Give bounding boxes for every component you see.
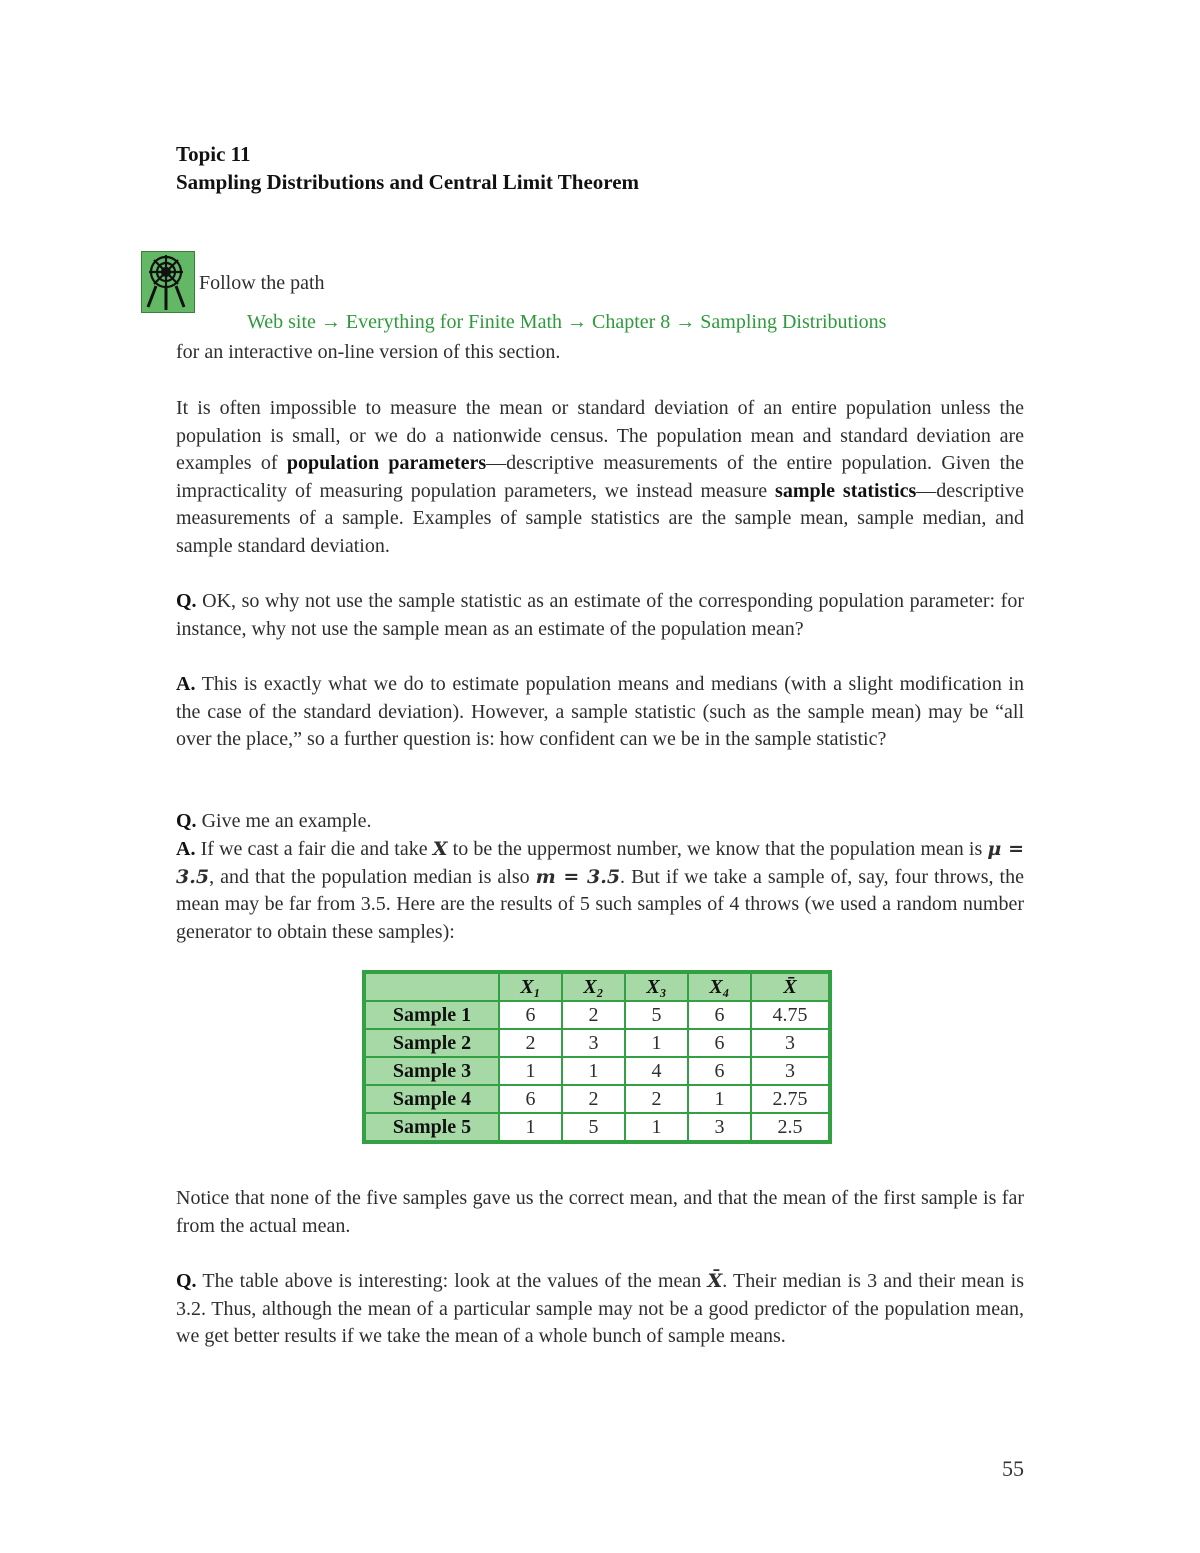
- table-cell: 1: [499, 1057, 562, 1085]
- question-2: [176, 808, 1024, 836]
- page-title: Sampling Distributions and Central Limit Theorem: [176, 170, 640, 194]
- intro-text-3: —descriptive measurements of a sample. Examples of sample statistics are the sample mean, sample median, and sample standard deviation.: [176, 479, 1024, 557]
- table-cell: 6: [499, 1085, 562, 1113]
- path-route-link[interactable]: Web site → Everything for Finite Math → Chapter 8 → Sampling Distributions: [247, 311, 887, 333]
- header-cell-x1: X₁: [499, 972, 562, 1001]
- question-3: [176, 1268, 1024, 1351]
- intro-paragraph: [176, 395, 1024, 560]
- table-cell-mean: 3: [751, 1057, 830, 1085]
- path-tail: for an interactive on-line version of this section.: [176, 341, 561, 363]
- table-cell: 6: [688, 1029, 751, 1057]
- population-median-expr: m = 3.5: [535, 865, 621, 888]
- table-row: [364, 1085, 830, 1113]
- question-1: [176, 588, 1024, 643]
- topic-number: Topic 11: [176, 142, 251, 166]
- table-row: [364, 1029, 830, 1057]
- answer-2-text-3: , and that the population median is also: [209, 865, 536, 888]
- question-3-text-1: The table above is interesting: look at the values of the mean: [196, 1270, 708, 1292]
- table-cell: 5: [625, 1001, 688, 1029]
- row-label: Sample 1: [364, 1001, 499, 1029]
- table-cell: 4: [625, 1057, 688, 1085]
- row-label: Sample 5: [364, 1113, 499, 1142]
- population-mean-expr: μ = 3.5: [176, 838, 1024, 888]
- answer-2-text-2: to be the uppermost number, we know that the population mean is: [447, 838, 988, 860]
- question-1-text: OK, so why not use the sample statistic as an estimate of the corresponding population parameter: for instance, why not use the sample mean as an estimate of the population mean?: [176, 590, 1024, 640]
- a-label: A.: [176, 838, 196, 860]
- q-label: Q.: [176, 810, 197, 832]
- header-cell-x2: X₂: [562, 972, 625, 1001]
- web-icon[interactable]: [141, 251, 195, 313]
- samples-table: [362, 970, 832, 1144]
- header-cell-x3: X₃: [625, 972, 688, 1001]
- q-label: Q.: [176, 590, 197, 612]
- header-cell-x4: X₄: [688, 972, 751, 1001]
- header-cell-empty: [364, 972, 499, 1001]
- variable-xbar: X̄: [707, 1270, 723, 1292]
- table-cell: 1: [688, 1085, 751, 1113]
- table-cell: 6: [688, 1057, 751, 1085]
- table-cell: 5: [562, 1113, 625, 1142]
- variable-x: X: [432, 838, 448, 860]
- answer-2-text-4: . But if we take a sample of, say, four throws, the mean may be far from 3.5. Here are the results of 5 such samples of 4 throws (we used a random number generator to obtain these samples):: [176, 865, 1024, 943]
- table-cell: 3: [562, 1029, 625, 1057]
- term-population-parameters: population parameters: [286, 452, 487, 474]
- intro-text-1: It is often impossible to measure the mean or standard deviation of an entire population unless the population is small, or we do a nationwide census. The population mean and standard deviation are examples of: [176, 397, 1024, 474]
- table-cell: 1: [499, 1113, 562, 1142]
- table-row: [364, 1113, 830, 1142]
- table-row: [364, 1001, 830, 1029]
- answer-1: [176, 671, 1024, 754]
- row-label: Sample 2: [364, 1029, 499, 1057]
- answer-2-text-1: If we cast a fair die and take: [195, 838, 433, 860]
- spider-web-icon: [142, 252, 194, 312]
- path-lead: Follow the path: [199, 272, 325, 294]
- row-label: Sample 3: [364, 1057, 499, 1085]
- table-row: [364, 1057, 830, 1085]
- intro-text-2: —descriptive measurements of the entire population. Given the impracticality of measuring population parameters, we instead measure: [176, 452, 1025, 502]
- answer-1-text: This is exactly what we do to estimate population means and medians (with a slight modification in the case of the standard deviation). However, a sample statistic (such as the sample mean) may be “all over the place,” so a further question is: how confident can we be in the sample statistic?: [176, 673, 1024, 750]
- table-cell-mean: 2.5: [751, 1113, 830, 1142]
- table-header-row: [364, 972, 830, 1001]
- table-cell: 3: [688, 1113, 751, 1142]
- table-cell: 2: [499, 1029, 562, 1057]
- table-cell-mean: 4.75: [751, 1001, 830, 1029]
- table-cell-mean: 2.75: [751, 1085, 830, 1113]
- question-3-text-2: . Their median is 3 and their mean is 3.2. Thus, although the mean of a particular sample may not be a good predictor of the population mean, we get better results if we take the mean of a whole bunch of sample means.: [176, 1270, 1024, 1347]
- table-cell: 1: [625, 1029, 688, 1057]
- q-label: Q.: [176, 1270, 197, 1292]
- table-cell: 2: [562, 1085, 625, 1113]
- table-cell: 2: [625, 1085, 688, 1113]
- table-cell: 2: [562, 1001, 625, 1029]
- table-cell: 1: [562, 1057, 625, 1085]
- answer-2: [176, 836, 1024, 946]
- page-number: 55: [1002, 1456, 1024, 1481]
- table-cell: 1: [625, 1113, 688, 1142]
- header-cell-xbar: X̄: [751, 972, 830, 1001]
- a-label: A.: [176, 673, 196, 695]
- notice-paragraph: Notice that none of the five samples gave us the correct mean, and that the mean of the first sample is far from the actual mean.: [176, 1187, 1024, 1237]
- row-label: Sample 4: [364, 1085, 499, 1113]
- table-cell: 6: [688, 1001, 751, 1029]
- question-2-text: Give me an example.: [196, 810, 372, 832]
- table-cell-mean: 3: [751, 1029, 830, 1057]
- term-sample-statistics: sample statistics: [775, 479, 917, 502]
- table-cell: 6: [499, 1001, 562, 1029]
